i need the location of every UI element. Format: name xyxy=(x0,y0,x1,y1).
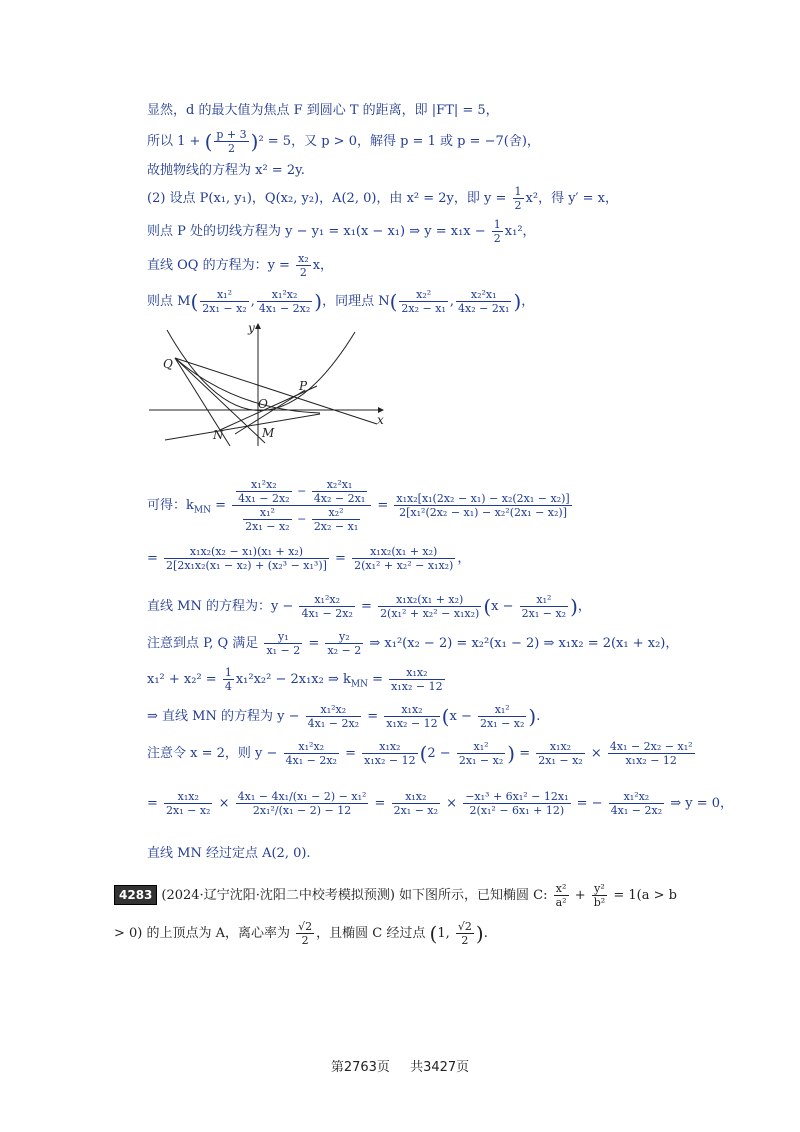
label-m: M xyxy=(262,426,275,440)
solution-line-7: 则点 M( $\frac{\text{x₁²}}{\text{2x₁ − x₂}}$ , $\frac{\text{x₁²x₂}}{\text{4x₁ − 2x₂}}$ )，同理点 N( $\frac{\text{x₂²}}{\text{2x₂ − x₁}}$ , $\frac{\text{x₂²x₁}}{\text{4x₂ − 2x₁}}$ )， xyxy=(147,288,535,315)
solution-mn-equation-1: 直线 MN 的方程为：y − $\frac{\text{x₁²x₂}}{\text{4x₁ − 2x₂}}$ = $\frac{\text{x₁x₂(x₁ + x₂)}}{\text{2(x₁² + x₂² − x₁x₂)}}$ (x − $\frac{\text{x₁²}}{\text{2x₁ − x₂}}$ )， xyxy=(147,593,591,620)
line-mn xyxy=(165,414,320,440)
label-n: N xyxy=(213,428,224,442)
parabola-figure xyxy=(145,318,395,448)
page-number: 第2763页 xyxy=(330,1060,390,1075)
solution-mn-equation-2: ⇒ 直线 MN 的方程为 y − $\frac{\text{x₁²x₂}}{\text{4x₁ − 2x₂}}$ = $\frac{\text{x₁x₂}}{\text{x₁x₂ − 12}}$ (x − $\frac{\text{x₁²}}{\text{2x₁ − x₂}}$ ). xyxy=(147,703,541,730)
solution-line-1: 显然，d 的最大值为焦点 F 到圆心 T 的距离，即 |FT| = 5， xyxy=(147,103,499,118)
solution-pq-1: 注意到点 P, Q 满足 $\frac{\text{y₁}}{\text{x₁ − 2}}$ = $\frac{\text{y₂}}{\text{x₂ − 2}}$ ⇒ x₁²(x₂ − 2) = x₂²(x₁ − 2) ⇒ x₁x₂ = 2(x₁ + x₂)， xyxy=(147,630,679,657)
solution-eval-line: = $\frac{\text{x₁x₂}}{\text{2x₁ − x₂}}$ × $\frac{\text{4x₁ − 4x₁/(x₁ − 2) − x₁²}}{\text{2x₁²/(x₁ − 2) − 12}}$ = $\frac{\text{x₁x₂}}{\text{2x₁ − x₂}}$ × $\frac{\text{−x₁³ + 6x₁² − 12x₁}}{\text{2(x₁² − 6x₁ + 12)}}$ = − $\frac{\text{x₁²x₂}}{\text{4x₁ − 2x₂}}$ ⇒ y = 0， xyxy=(147,790,734,817)
question-line-2: > 0) 的上顶点为 A，离心率为 $\frac{√2}{2}$ ，且椭圆 C 经过点 (1, $\frac{√2}{2}$ ). xyxy=(114,920,488,947)
solution-line-3: 故抛物线的方程为 x² = 2y. xyxy=(147,163,305,178)
page-footer xyxy=(0,1056,800,1075)
solution-x2-line: 注意令 x = 2，则 y − $\frac{\text{x₁²x₂}}{\text{4x₁ − 2x₂}}$ = $\frac{\text{x₁x₂}}{\text{x₁x₂ − 12}}$ (2 − $\frac{\text{x₁²}}{\text{2x₁ − x₂}}$ ) = $\frac{\text{x₁x₂}}{\text{2x₁ − x₂}}$ × $\frac{\text{4x₁ − 2x₂ − x₁²}}{\text{x₁x₂ − 12}}$ xyxy=(147,740,693,767)
fraction: $\frac{p + 3}{2}$ xyxy=(216,128,247,155)
total-pages: 共3427页 xyxy=(410,1060,470,1075)
solution-kmn-2: = $\frac{\text{x₁x₂(x₂ − x₁)(x₁ + x₂)}}{\text{2[2x₁x₂(x₁ − x₂) + (x₂³ − x₁³)]}}$ = $\frac{\text{x₁x₂(x₁ + x₂)}}{\text{2(x₁² + x₂² − x₁x₂)}}$ ， xyxy=(147,545,471,572)
label-x: x xyxy=(377,413,384,427)
solution-line-4: (2) 设点 P(x₁, y₁)，Q(x₂, y₂)，A(2, 0)，由 x² = 2y，即 y = $\frac{1}{2}$ x²，得 y′ = x， xyxy=(147,185,618,212)
line-qp xyxy=(175,358,377,424)
question-line-1: 4283 (2024·辽宁沈阳·沈阳二中校考模拟预测) 如下图所示，已知椭圆 C: $\frac{\text{x²}}{\text{a²}}$ + $\frac{\text{y²}}{\text{b²}}$ = 1(a > b xyxy=(114,882,677,909)
label-y: y xyxy=(248,321,255,335)
solution-pq-2: x₁² + x₂² = $\frac{1}{4}$ x₁²x₂² − 2x₁x₂ ⇒ $k_{MN}$ = $\frac{\text{x₁x₂}}{\text{x₁x₂ − 12}}$ xyxy=(147,666,443,693)
question-number-badge: 4283 xyxy=(114,885,157,905)
solution-line-2: 所以 1 + ( $\frac{p + 3}{2}$ )² = 5，又 p > 0，解得 p = 1 或 p = −7(舍)， xyxy=(147,128,540,155)
label-p: P xyxy=(299,379,308,393)
label-o: O xyxy=(258,397,268,411)
solution-line-6: 直线 OQ 的方程为：y = $\frac{\text{x₂}}{2}$ x， xyxy=(147,252,334,279)
label-q: Q xyxy=(163,357,173,371)
solution-line-5: 则点 P 处的切线方程为 y − y₁ = x₁(x − x₁) ⇒ y = x₁x − $\frac{1}{2}$ x₁²， xyxy=(147,218,536,245)
solution-kmn-1: 可得：$k_{MN}$ = $\frac{\text{x₁²x₂}}{\text{4x₁ − 2x₂}}$ − $\frac{\text{x₂²x₁}}{\text{4x₂ − 2x₁}}$ $\frac{\text{x₁²}}{\text{2x₁ − x₂}}$ − $\frac{\text{x₂²}}{\text{2x₂ − x₁}}$ = $\frac{\text{x₁x₂[x₁(2x₂ − x₁) − x₂(2x₁ − x₂)]}}{\text{2[x₁²(2x₂ − x₁) − x₂²(2x₁ − x₂)]}}$ xyxy=(147,478,570,533)
solution-conclusion: 直线 MN 经过定点 A(2, 0). xyxy=(147,846,311,861)
